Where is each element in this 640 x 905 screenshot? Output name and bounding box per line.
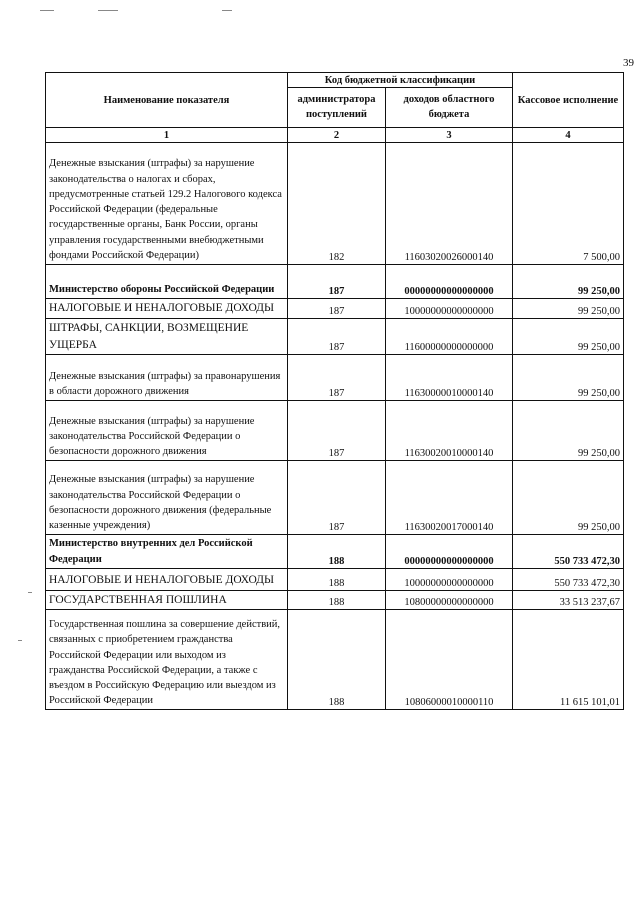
administrator-code: 187 [288, 319, 386, 355]
table-row [46, 355, 624, 401]
table-row [46, 461, 624, 535]
header-cash-execution: Кассовое исполнение [513, 73, 624, 128]
indicator-name: Денежные взыскания (штрафы) за нарушение законодательства Российской Федерации о безопасности дорожного движения (федеральные казенные учреждения) [46, 461, 288, 535]
execution-amount: 550 733 472,30 [513, 568, 624, 590]
column-number: 1 [46, 128, 288, 143]
budget-execution-table [45, 72, 624, 710]
revenue-code: 10806000010000110 [386, 610, 513, 710]
administrator-code: 187 [288, 461, 386, 535]
revenue-code: 11630000010000140 [386, 355, 513, 401]
execution-amount: 7 500,00 [513, 143, 624, 265]
table-row [46, 610, 624, 710]
column-number: 3 [386, 128, 513, 143]
column-number: 4 [513, 128, 624, 143]
header-budget-code: Код бюджетной классификации [288, 73, 513, 88]
indicator-name: НАЛОГОВЫЕ И НЕНАЛОГОВЫЕ ДОХОДЫ [46, 568, 288, 590]
scan-speck [98, 10, 118, 11]
execution-amount: 11 615 101,01 [513, 610, 624, 710]
execution-amount: 99 250,00 [513, 265, 624, 299]
column-number: 2 [288, 128, 386, 143]
revenue-code: 00000000000000000 [386, 265, 513, 299]
scan-speck [40, 10, 54, 11]
administrator-code: 188 [288, 610, 386, 710]
execution-amount: 99 250,00 [513, 355, 624, 401]
revenue-code: 11630020010000140 [386, 401, 513, 461]
administrator-code: 188 [288, 535, 386, 568]
header-revenue-code: доходов областного бюджета [386, 88, 513, 128]
column-number-row [46, 128, 624, 143]
header-indicator-name: Наименование показателя [46, 73, 288, 128]
revenue-code: 11600000000000000 [386, 319, 513, 355]
execution-amount: 550 733 472,30 [513, 535, 624, 568]
table-row [46, 401, 624, 461]
administrator-code: 187 [288, 299, 386, 319]
table-row [46, 143, 624, 265]
administrator-code: 187 [288, 401, 386, 461]
table-header-row [46, 73, 624, 88]
execution-amount: 33 513 237,67 [513, 590, 624, 610]
table-row [46, 265, 624, 299]
revenue-code: 11630020017000140 [386, 461, 513, 535]
administrator-code: 182 [288, 143, 386, 265]
indicator-name: Денежные взыскания (штрафы) за нарушение законодательства о налогах и сборах, предусмотренные статьей 129.2 Налогового кодекса Российской Федерации (федеральные государственные органы, Банк России, органы управления государственными внебюджетными фондами Российской Федерации) [46, 143, 288, 265]
indicator-name: Денежные взыскания (штрафы) за правонарушения в области дорожного движения [46, 355, 288, 401]
indicator-name: Государственная пошлина за совершение действий, связанных с приобретением гражданства Российской Федерации или выходом из гражданства Российской Федерации, а также с въездом в Российскую Федерацию или выездом из Российской Федерации [46, 610, 288, 710]
execution-amount: 99 250,00 [513, 401, 624, 461]
scan-speck [222, 10, 232, 11]
administrator-code: 187 [288, 265, 386, 299]
administrator-code: 188 [288, 590, 386, 610]
administrator-code: 187 [288, 355, 386, 401]
revenue-code: 00000000000000000 [386, 535, 513, 568]
table-row [46, 299, 624, 319]
revenue-code: 10000000000000000 [386, 568, 513, 590]
header-administrator: администратора поступлений [288, 88, 386, 128]
table-row [46, 319, 624, 355]
revenue-code: 10000000000000000 [386, 299, 513, 319]
indicator-name: Министерство внутренних дел Российской Федерации [46, 535, 288, 568]
revenue-code: 10800000000000000 [386, 590, 513, 610]
execution-amount: 99 250,00 [513, 319, 624, 355]
revenue-code: 11603020026000140 [386, 143, 513, 265]
indicator-name: ШТРАФЫ, САНКЦИИ, ВОЗМЕЩЕНИЕ УЩЕРБА [46, 319, 288, 355]
scan-speck [18, 640, 22, 641]
page-number: 39 [623, 57, 634, 69]
indicator-name: Министерство обороны Российской Федерации [46, 265, 288, 299]
indicator-name: ГОСУДАРСТВЕННАЯ ПОШЛИНА [46, 590, 288, 610]
indicator-name: Денежные взыскания (штрафы) за нарушение законодательства Российской Федерации о безопасности дорожного движения [46, 401, 288, 461]
table-row [46, 535, 624, 568]
execution-amount: 99 250,00 [513, 299, 624, 319]
table-row [46, 590, 624, 610]
table-row [46, 568, 624, 590]
indicator-name: НАЛОГОВЫЕ И НЕНАЛОГОВЫЕ ДОХОДЫ [46, 299, 288, 319]
administrator-code: 188 [288, 568, 386, 590]
execution-amount: 99 250,00 [513, 461, 624, 535]
scan-speck [28, 592, 32, 593]
